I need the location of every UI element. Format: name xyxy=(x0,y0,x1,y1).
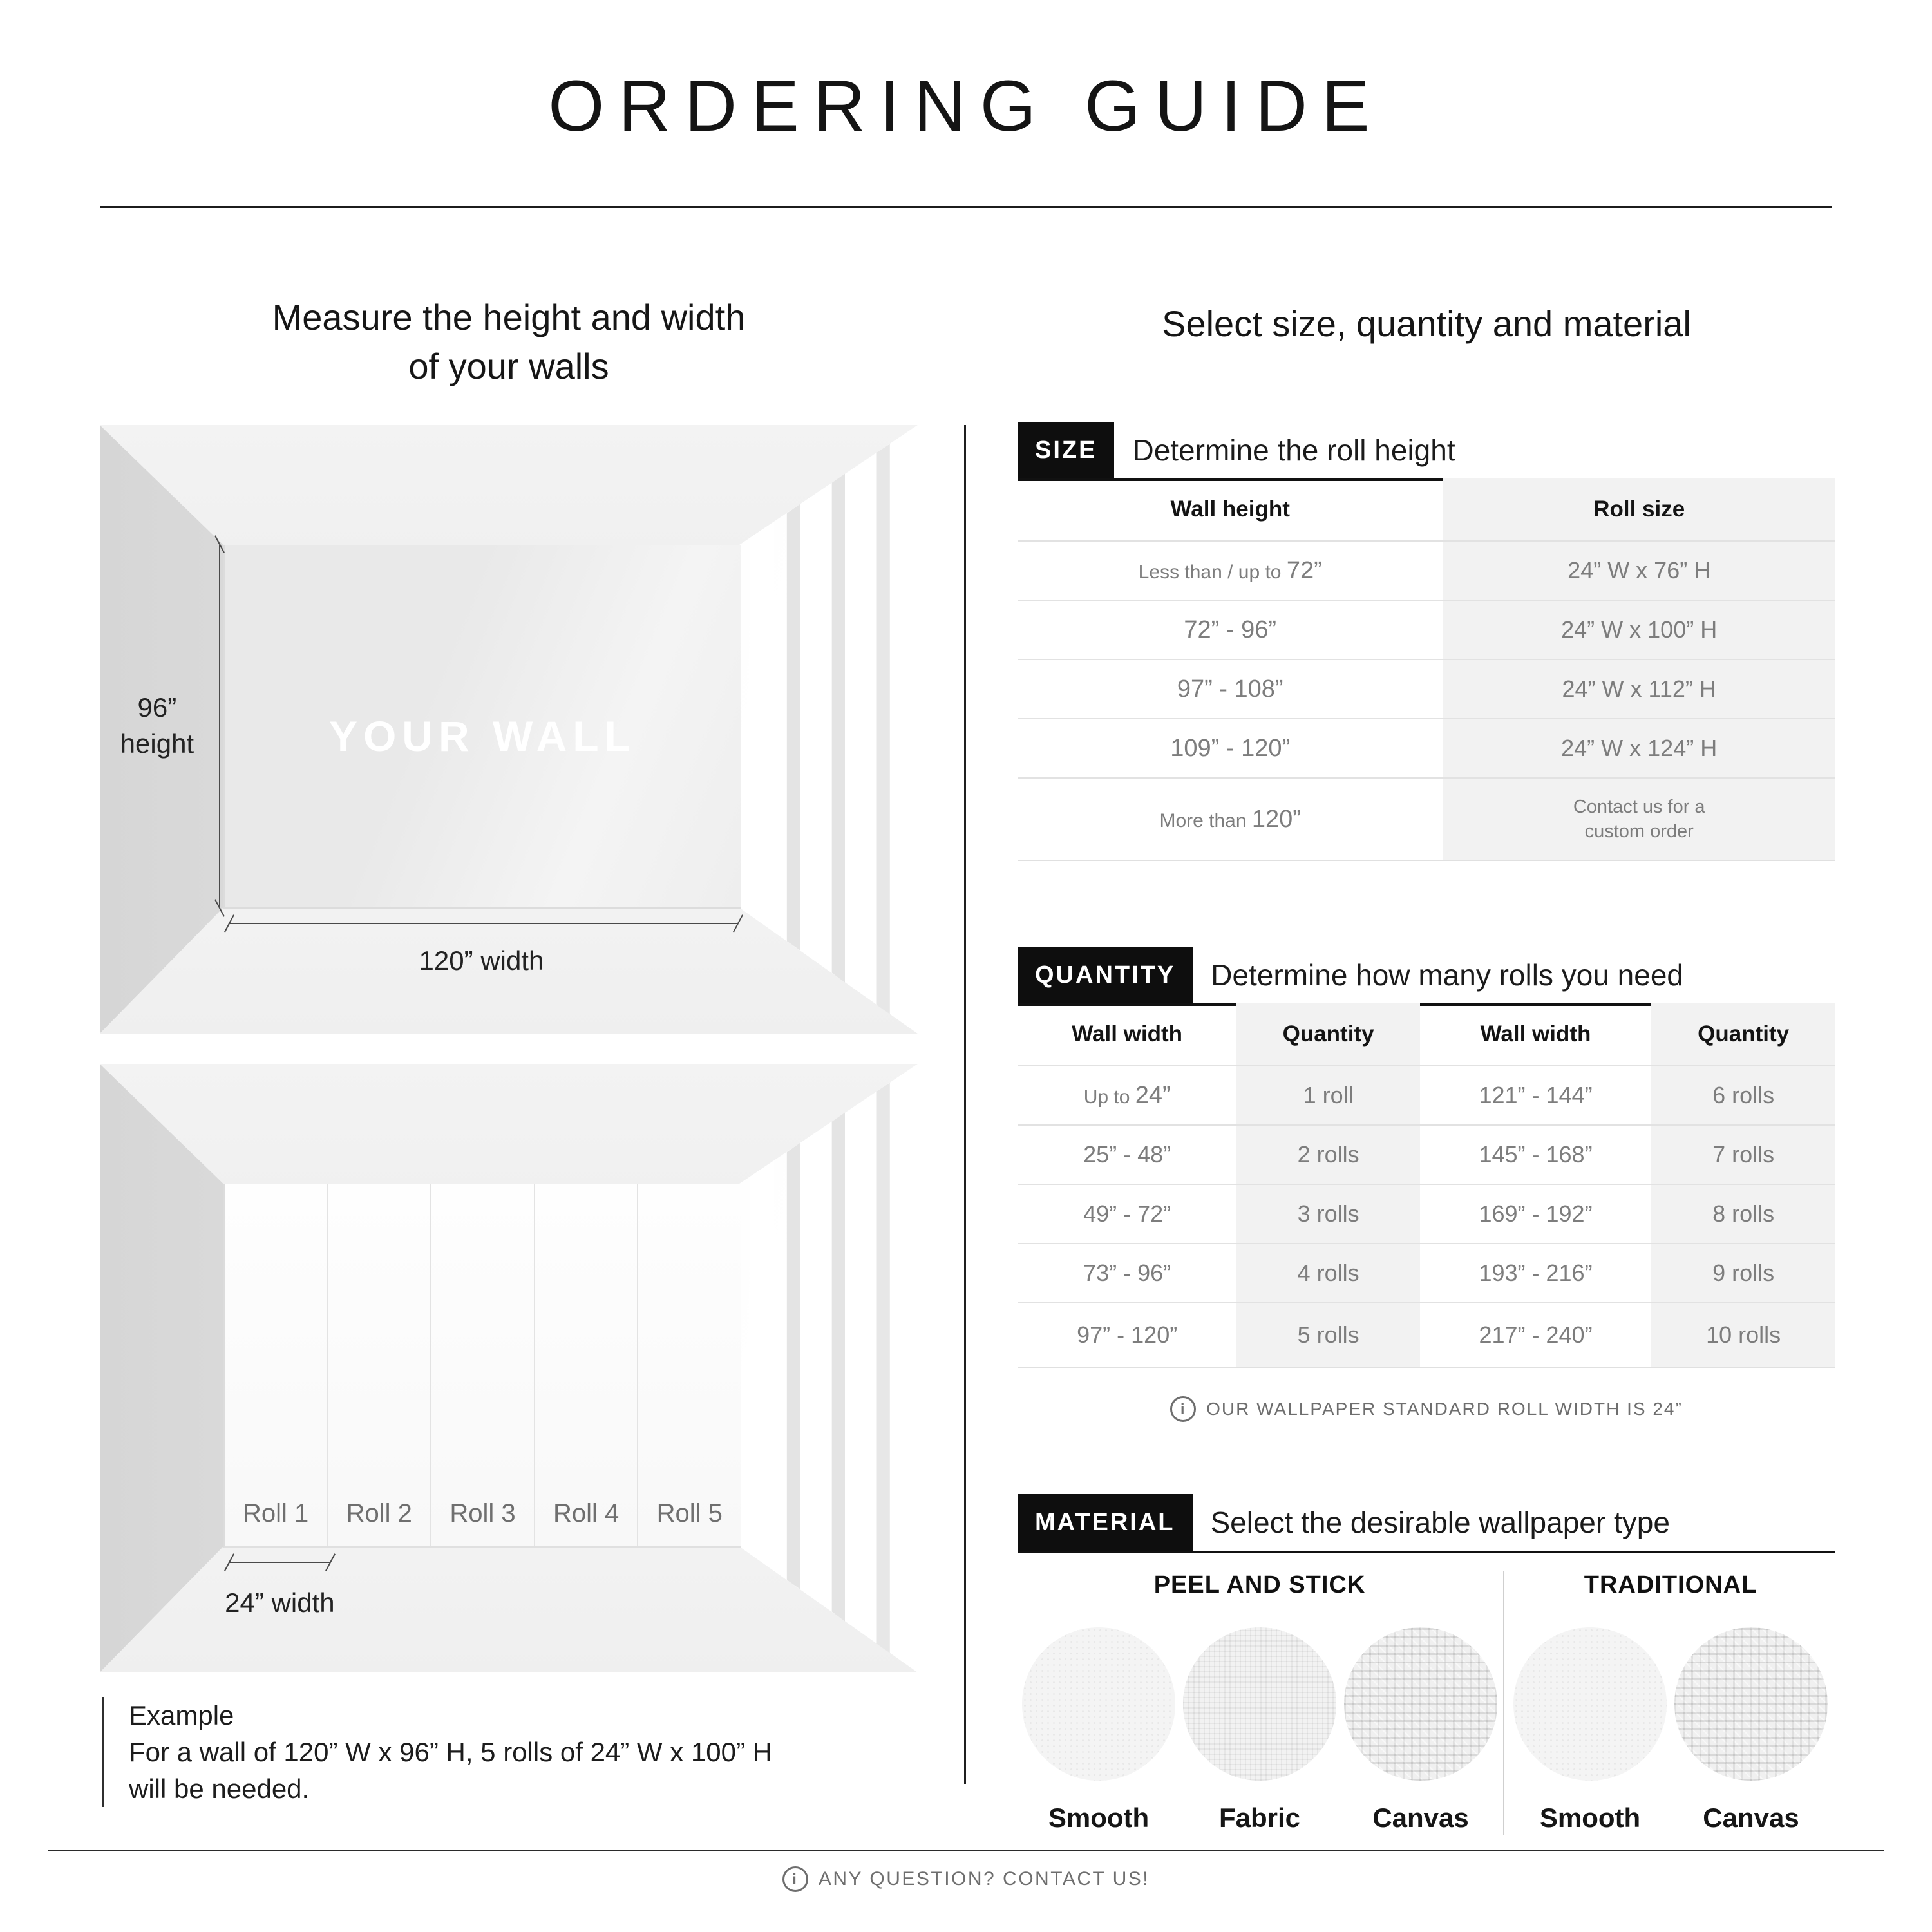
qty-cell-wall: 169” - 192” xyxy=(1420,1184,1651,1243)
size-subtitle: Determine the roll height xyxy=(1132,433,1455,467)
qty-cell-wall: 217” - 240” xyxy=(1420,1302,1651,1367)
height-value: 96” xyxy=(137,692,177,723)
swatch-row xyxy=(1018,1627,1502,1833)
qty-cell-rolls: 8 rolls xyxy=(1651,1184,1835,1243)
qty-cell-rolls: 1 roll xyxy=(1236,1065,1419,1124)
size-cell-wall: 97” - 108” xyxy=(1018,659,1443,718)
qty-cell-wall: Up to 24” xyxy=(1018,1065,1236,1124)
material-group-peel-and-stick xyxy=(1018,1571,1502,1835)
footer-contact-note xyxy=(0,1866,1932,1892)
height-dimension-line xyxy=(219,545,220,907)
quantity-subtitle: Determine how many rolls you need xyxy=(1211,958,1684,992)
qty-cell-rolls: 3 rolls xyxy=(1236,1184,1419,1243)
size-cell-wall: 72” - 96” xyxy=(1018,600,1443,659)
measure-heading-line2: of your walls xyxy=(408,346,609,386)
size-section-header xyxy=(1018,422,1835,481)
qty-cell-rolls: 5 rolls xyxy=(1236,1302,1419,1367)
roll-panel xyxy=(638,1184,741,1546)
roll-width-label: 24” width xyxy=(225,1587,335,1618)
size-cell-roll: Contact us for a custom order xyxy=(1443,777,1835,860)
size-col-roll-size: Roll size xyxy=(1443,478,1835,540)
canvas-texture-swatch xyxy=(1674,1627,1828,1781)
qty-cell-rolls: 2 rolls xyxy=(1236,1124,1419,1184)
quantity-section-header xyxy=(1018,947,1835,1006)
qty-col-wall-width-2: Wall width xyxy=(1480,1021,1591,1046)
swatch-row xyxy=(1506,1627,1835,1833)
measure-heading-line1: Measure the height and width xyxy=(272,297,746,337)
swatch-label: Fabric xyxy=(1218,1803,1301,1833)
quantity-table xyxy=(1018,1003,1835,1368)
qty-cell-wall: 145” - 168” xyxy=(1420,1124,1651,1184)
swatch-smooth xyxy=(1513,1627,1667,1833)
select-heading: Select size, quantity and material xyxy=(1162,303,1691,344)
swatch-label: Smooth xyxy=(1539,1803,1641,1833)
size-cell-roll: 24” W x 100” H xyxy=(1443,600,1835,659)
measure-heading xyxy=(100,293,918,391)
width-label: 120” width xyxy=(419,945,544,976)
page-title: ORDERING GUIDE xyxy=(548,66,1384,146)
info-icon: i xyxy=(782,1866,808,1892)
roll-panel xyxy=(431,1184,535,1546)
size-cell-roll: 24” W x 112” H xyxy=(1443,659,1835,718)
room-illustration-rolls xyxy=(100,1064,918,1672)
roll-label: Roll 2 xyxy=(346,1499,412,1528)
roll-label: Roll 5 xyxy=(656,1499,723,1528)
material-group-traditional xyxy=(1506,1571,1835,1835)
size-cell-wall: 109” - 120” xyxy=(1018,718,1443,777)
info-icon: i xyxy=(1170,1396,1196,1422)
canvas-texture-swatch xyxy=(1344,1627,1497,1781)
back-wall xyxy=(223,545,741,909)
title-divider xyxy=(100,206,1832,208)
material-section-header xyxy=(1018,1494,1835,1553)
qty-col-quantity-1: Quantity xyxy=(1236,1003,1419,1065)
swatch-smooth xyxy=(1022,1627,1175,1833)
height-word: height xyxy=(120,728,194,759)
material-subtitle: Select the desirable wallpaper type xyxy=(1210,1506,1670,1539)
roll-width-note xyxy=(1018,1396,1835,1422)
wallpaper-roll-panels xyxy=(223,1184,741,1548)
swatch-fabric xyxy=(1183,1627,1336,1833)
material-options xyxy=(1018,1571,1835,1835)
size-cell-roll: 24” W x 124” H xyxy=(1443,718,1835,777)
example-title: Example xyxy=(129,1700,234,1730)
fabric-texture-swatch xyxy=(1183,1627,1336,1781)
size-col-wall-height: Wall height xyxy=(1170,497,1290,522)
qty-cell-wall: 73” - 96” xyxy=(1018,1243,1236,1302)
width-dimension-line xyxy=(229,923,738,924)
swatch-label: Smooth xyxy=(1048,1803,1150,1833)
size-cell-roll: 24” W x 76” H xyxy=(1443,540,1835,600)
swatch-label: Canvas xyxy=(1372,1803,1469,1833)
qty-cell-rolls: 9 rolls xyxy=(1651,1243,1835,1302)
roll-panel xyxy=(535,1184,639,1546)
footer-divider xyxy=(48,1850,1884,1852)
size-table xyxy=(1018,478,1835,861)
smooth-texture-swatch xyxy=(1513,1627,1667,1781)
material-divider xyxy=(1503,1571,1504,1835)
example-line2: will be needed. xyxy=(129,1774,310,1804)
material-badge: MATERIAL xyxy=(1018,1494,1193,1551)
qty-cell-rolls: 10 rolls xyxy=(1651,1302,1835,1367)
smooth-texture-swatch xyxy=(1022,1627,1175,1781)
column-divider xyxy=(964,425,966,1784)
size-cell-wall: More than 120” xyxy=(1018,777,1443,860)
example-line1: For a wall of 120” W x 96” H, 5 rolls of 24” W x 100” H xyxy=(129,1737,772,1767)
qty-col-wall-width-1: Wall width xyxy=(1072,1021,1183,1046)
roll-panel xyxy=(225,1184,328,1546)
roll-panel xyxy=(328,1184,431,1546)
your-wall-label: YOUR WALL xyxy=(328,712,636,760)
qty-cell-wall: 49” - 72” xyxy=(1018,1184,1236,1243)
qty-cell-rolls: 4 rolls xyxy=(1236,1243,1419,1302)
footer-text: ANY QUESTION? CONTACT US! xyxy=(818,1868,1150,1889)
roll-label: Roll 3 xyxy=(450,1499,516,1528)
swatch-canvas xyxy=(1674,1627,1828,1833)
qty-cell-rolls: 7 rolls xyxy=(1651,1124,1835,1184)
qty-cell-rolls: 6 rolls xyxy=(1651,1065,1835,1124)
swatch-label: Canvas xyxy=(1703,1803,1799,1833)
height-label xyxy=(108,690,206,762)
roll-label: Roll 1 xyxy=(242,1499,309,1528)
qty-cell-wall: 121” - 144” xyxy=(1420,1065,1651,1124)
swatch-canvas xyxy=(1344,1627,1497,1833)
roll-label: Roll 4 xyxy=(553,1499,620,1528)
material-group-name: PEEL AND STICK xyxy=(1153,1571,1366,1598)
roll-width-note-text: OUR WALLPAPER STANDARD ROLL WIDTH IS 24” xyxy=(1206,1399,1683,1419)
size-badge: SIZE xyxy=(1018,422,1114,478)
qty-col-quantity-2: Quantity xyxy=(1651,1003,1835,1065)
roll-width-dimension-line xyxy=(229,1562,330,1563)
material-group-name: TRADITIONAL xyxy=(1584,1571,1757,1598)
qty-cell-wall: 25” - 48” xyxy=(1018,1124,1236,1184)
size-cell-wall: Less than / up to 72” xyxy=(1018,540,1443,600)
qty-cell-wall: 97” - 120” xyxy=(1018,1302,1236,1367)
room-illustration-your-wall xyxy=(100,425,918,1034)
qty-cell-wall: 193” - 216” xyxy=(1420,1243,1651,1302)
quantity-badge: QUANTITY xyxy=(1018,947,1193,1003)
example-note xyxy=(102,1697,902,1807)
